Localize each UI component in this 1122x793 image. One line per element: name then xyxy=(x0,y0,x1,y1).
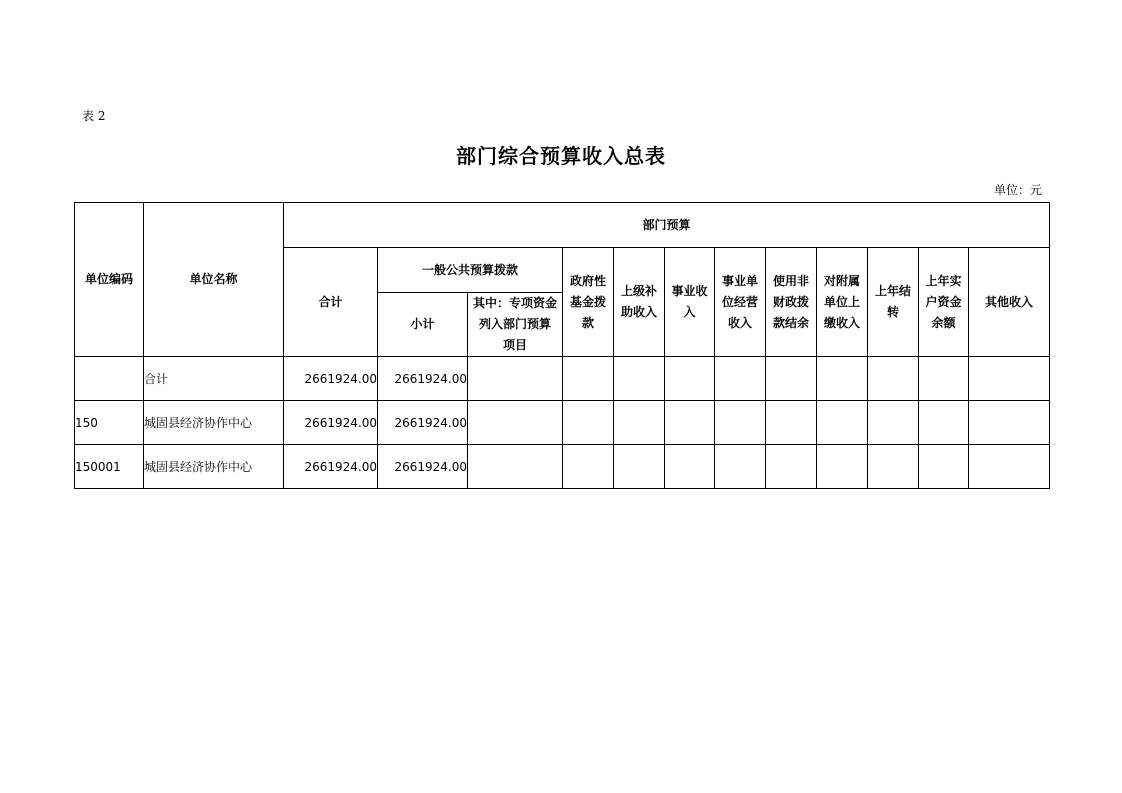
header-carryover: 上年结 转 xyxy=(874,284,911,319)
header-special-funds: 其中：专项资金 列入部门预算 项目 xyxy=(472,296,557,352)
header-unit-name: 单位名称 xyxy=(144,203,284,357)
table-number-label: 表 2 xyxy=(82,109,106,123)
header-prev-balance: 上年实 户资金 余额 xyxy=(925,273,962,330)
cell-code: 150001 xyxy=(75,445,144,489)
header-dept-budget: 部门预算 xyxy=(284,203,1050,248)
cell-code: 150 xyxy=(75,401,144,445)
header-subtotal: 小计 xyxy=(378,293,468,357)
header-general-public-budget: 一般公共预算拨款 xyxy=(378,248,563,293)
cell-name: 城固县经济协作中心 xyxy=(144,445,284,489)
header-non-fiscal-balance: 使用非 财政拨 款结余 xyxy=(772,273,809,330)
cell-name: 合计 xyxy=(144,357,284,401)
budget-income-table xyxy=(74,202,1050,489)
table-row xyxy=(75,401,1050,445)
header-unit-code: 单位编码 xyxy=(75,203,144,357)
cell-subtotal: 2661924.00 xyxy=(378,357,468,401)
unit-label: 单位：元 xyxy=(993,183,1042,197)
header-gov-fund: 政府性 基金拨 款 xyxy=(569,273,606,330)
cell-subtotal: 2661924.00 xyxy=(378,401,468,445)
cell-subtotal: 2661924.00 xyxy=(378,445,468,489)
cell-total: 2661924.00 xyxy=(284,401,378,445)
header-career-income: 事业收 入 xyxy=(671,284,708,319)
cell-code xyxy=(75,357,144,401)
header-other-income: 其他收入 xyxy=(969,248,1050,357)
cell-name: 城固县经济协作中心 xyxy=(144,401,284,445)
page-title: 部门综合预算收入总表 xyxy=(456,144,666,168)
header-business-income: 事业单 位经营 收入 xyxy=(721,273,758,330)
header-total: 合计 xyxy=(284,248,378,357)
table-row xyxy=(75,357,1050,401)
cell-total: 2661924.00 xyxy=(284,357,378,401)
header-affiliated-income: 对附属 单位上 缴收入 xyxy=(823,273,860,330)
table-row xyxy=(75,445,1050,489)
header-superior-subsidy: 上级补 助收入 xyxy=(620,284,657,319)
cell-total: 2661924.00 xyxy=(284,445,378,489)
